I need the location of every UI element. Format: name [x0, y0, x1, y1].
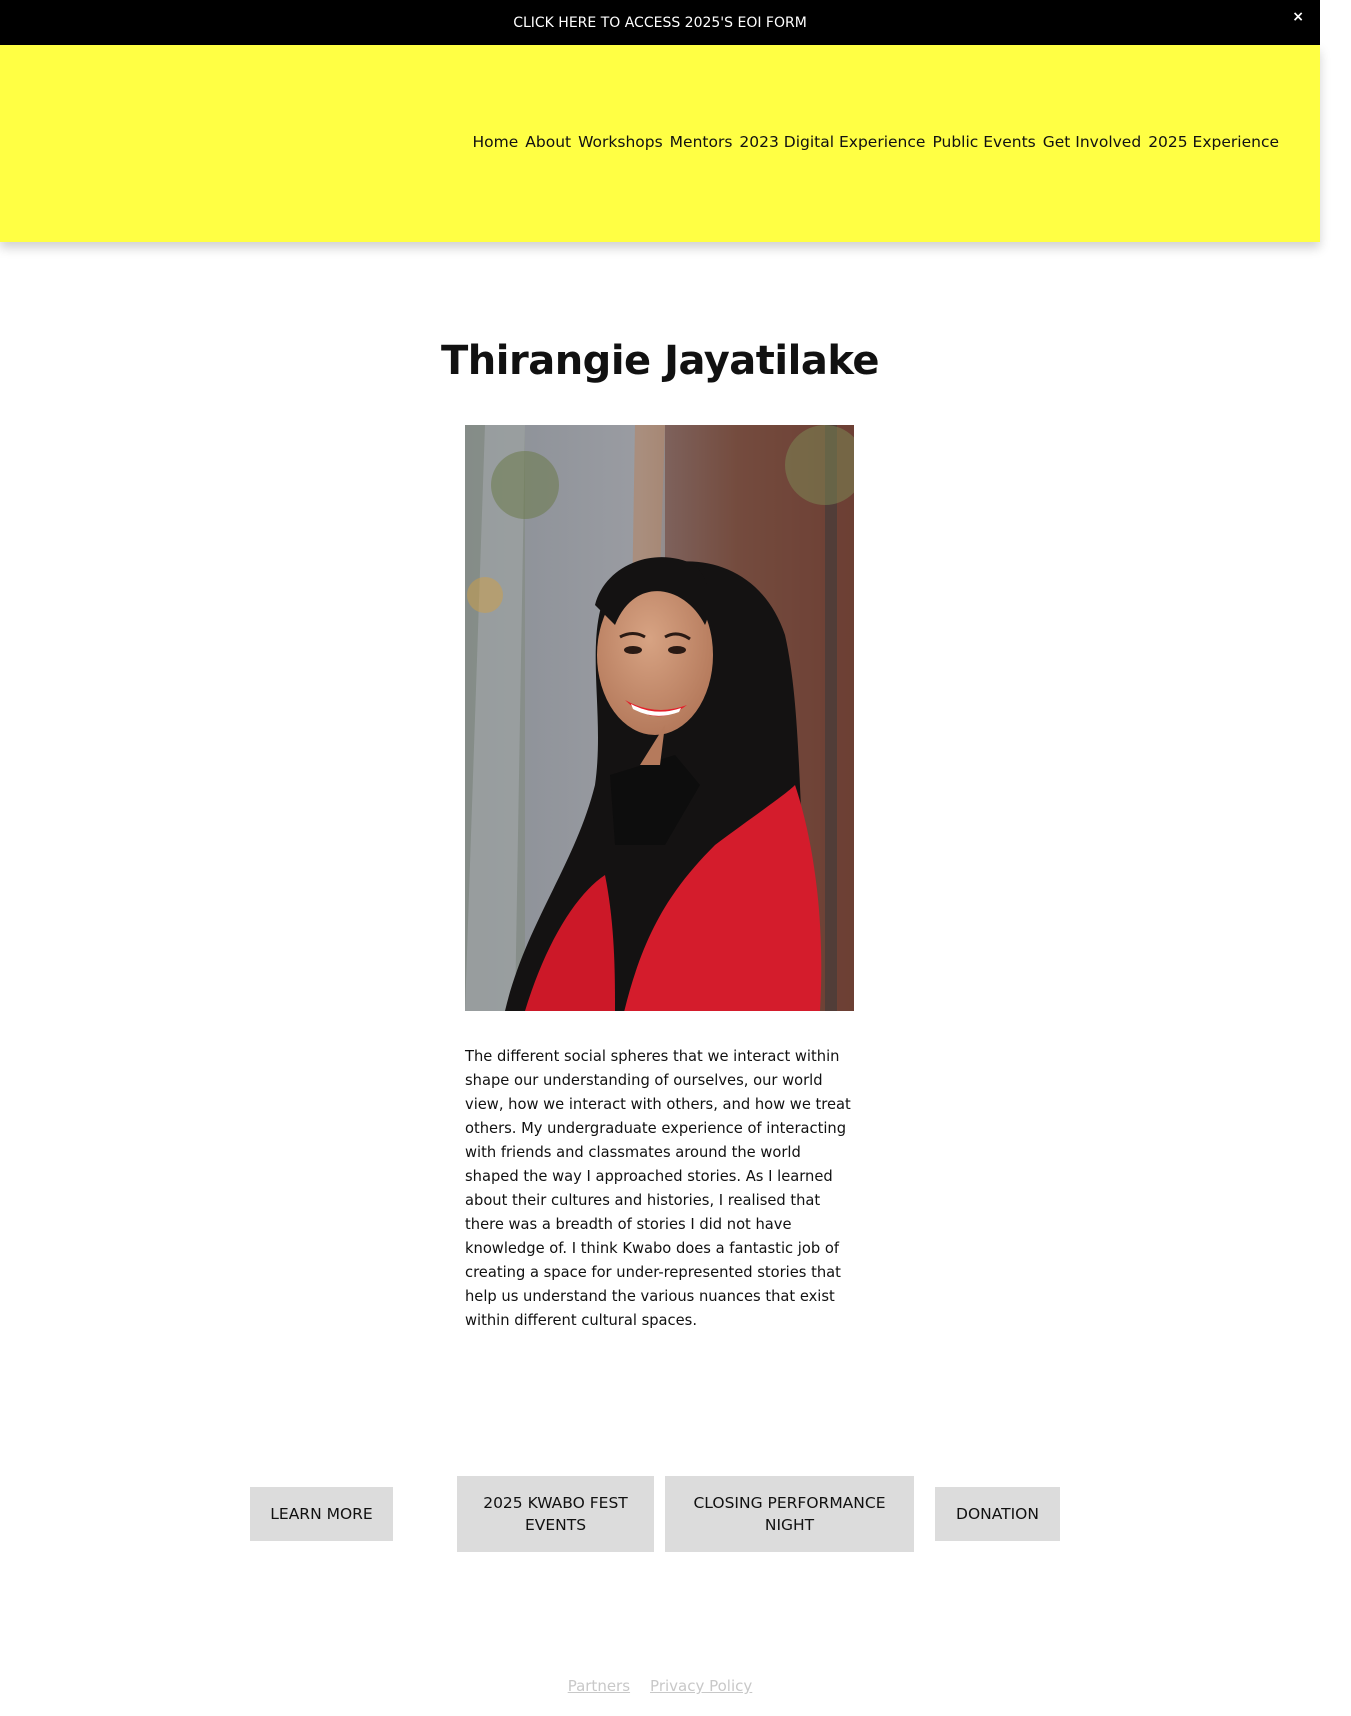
close-icon[interactable]: ×	[1292, 9, 1304, 25]
donation-button[interactable]: DONATION	[935, 1487, 1060, 1541]
nav-item-public-events[interactable]: Public Events	[932, 133, 1036, 151]
footer-links	[0, 1677, 1320, 1695]
learn-more-button[interactable]: LEARN MORE	[250, 1487, 393, 1541]
bio-text: The different social spheres that we interact within shape our understanding of ourselves, our world view, how we interact with others, and how we treat others. My undergraduate experience of interacting with friends and classmates around the world shaped the way I approached stories. As I learned about their cultures and histories, I realised that there was a breadth of stories I did not have knowledge of. I think Kwabo does a fantastic job of creating a space for under-represented stories that help us understand the various nuances that exist within different cultural spaces.	[465, 1048, 851, 1329]
footer-link-partners[interactable]: Partners	[567, 1677, 631, 1695]
closing-night-button[interactable]: CLOSING PERFORMANCE NIGHT	[665, 1476, 914, 1552]
nav-item-about[interactable]: About	[525, 133, 572, 151]
site-header	[0, 45, 1320, 242]
page-title: Thirangie Jayatilake	[441, 338, 879, 384]
nav-item-workshops[interactable]: Workshops	[578, 133, 663, 151]
nav-item-get-involved[interactable]: Get Involved	[1042, 133, 1142, 151]
eoi-form-link[interactable]: CLICK HERE TO ACCESS 2025'S EOI FORM	[513, 14, 807, 31]
profile-photo	[465, 425, 854, 1011]
nav-item-digital-experience[interactable]: 2023 Digital Experience	[739, 133, 926, 151]
nav-item-mentors[interactable]: Mentors	[669, 133, 733, 151]
nav-item-2025-experience[interactable]: 2025 Experience	[1148, 133, 1279, 151]
footer-link-privacy[interactable]: Privacy Policy	[650, 1677, 753, 1695]
main-nav	[473, 133, 1279, 151]
nav-item-home[interactable]: Home	[472, 133, 519, 151]
announcement-bar	[0, 0, 1320, 45]
fest-events-button[interactable]: 2025 KWABO FEST EVENTS	[457, 1476, 654, 1552]
